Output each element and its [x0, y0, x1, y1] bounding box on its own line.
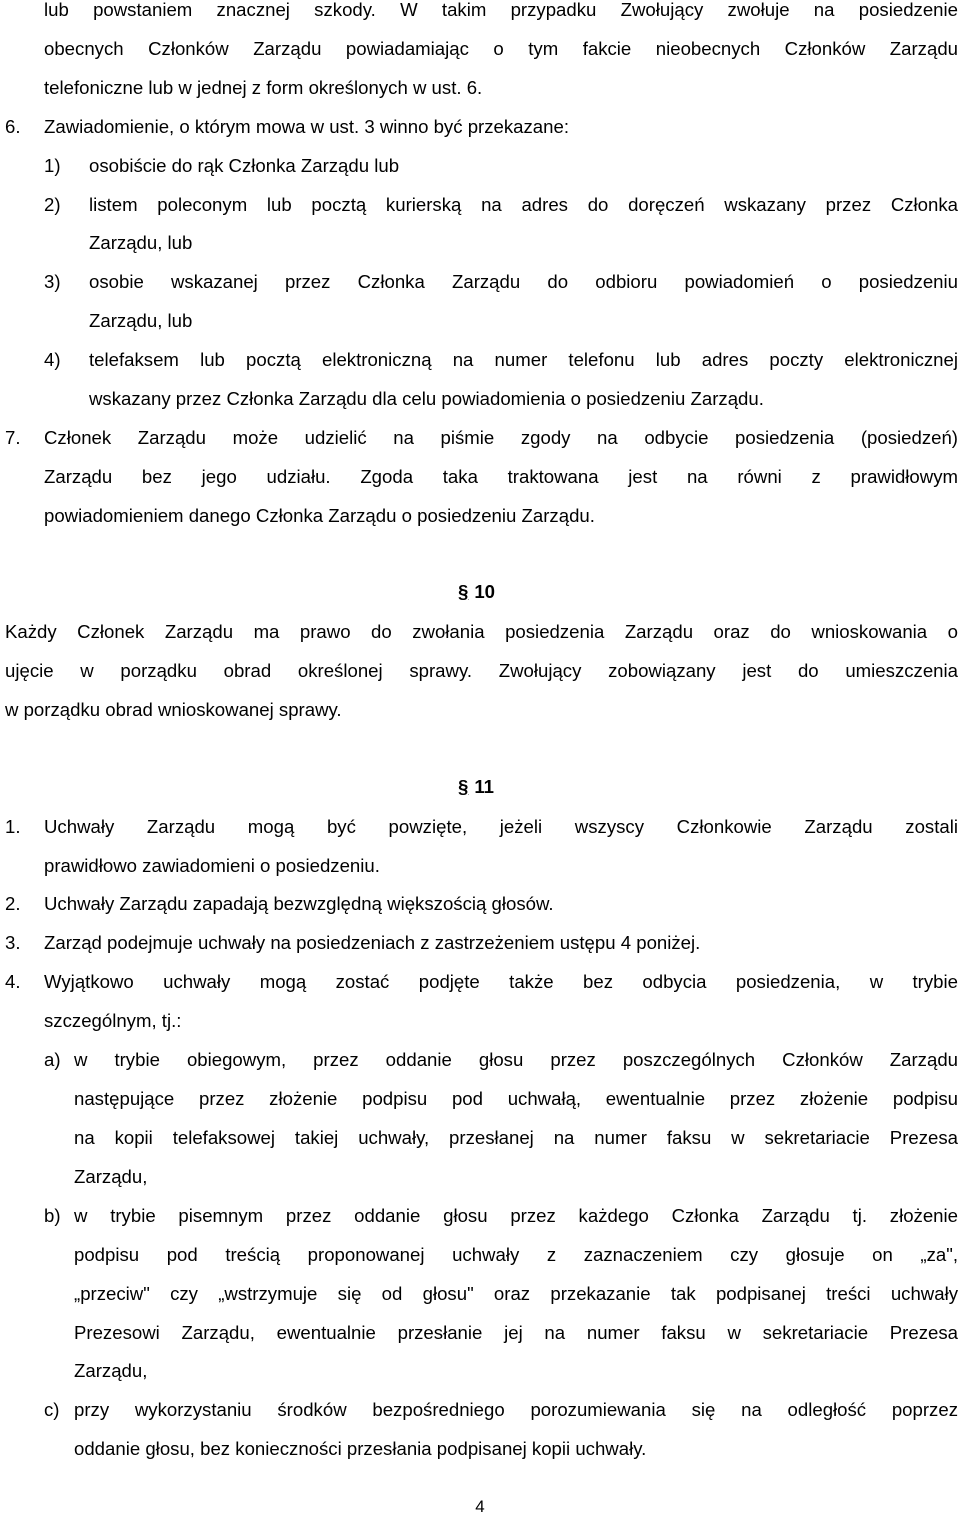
- text-line: telefoniczne lub w jednej z form określonych w ust. 6.: [44, 77, 483, 98]
- list-letter: c): [44, 1399, 60, 1420]
- text-line: Członek Zarządu może udzielić na piśmie zgody na odbycie posiedzenia (posiedzeń): [44, 427, 958, 448]
- list-number: 3.: [5, 932, 21, 953]
- text-line: podpisu pod treścią proponowanej uchwały z zaznaczeniem czy głosuje on „za",: [74, 1244, 958, 1265]
- text-line: w trybie obiegowym, przez oddanie głosu przez poszczególnych Członków Zarządu: [74, 1049, 958, 1070]
- text-line: Prezesowi Zarządu, ewentualnie przesłanie jej na numer faksu w sekretariacie Prezesa: [74, 1322, 958, 1343]
- text-line: szczególnym, tj.:: [44, 1010, 182, 1031]
- text-line: w trybie pisemnym przez oddanie głosu przez każdego Członka Zarządu tj. złożenie: [74, 1205, 958, 1226]
- text-line: ujęcie w porządku obrad określonej sprawy. Zwołujący zobowiązany jest do umieszczenia: [5, 660, 958, 681]
- text-line: Uchwały Zarządu zapadają bezwzględną większością głosów.: [44, 893, 554, 914]
- list-number: 1): [44, 155, 61, 176]
- text-line: na kopii telefaksowej takiej uchwały, przesłanej na numer faksu w sekretariacie Prezesa: [74, 1127, 958, 1148]
- list-number: 3): [44, 271, 61, 292]
- list-number: 7.: [5, 427, 21, 448]
- section-heading: [458, 581, 495, 603]
- list-number: 1.: [5, 816, 21, 837]
- list-letter: b): [44, 1205, 61, 1226]
- text-line: lub powstaniem znacznej szkody. W takim przypadku Zwołujący zwołuje na posiedzenie: [44, 0, 958, 20]
- text-line: przy wykorzystaniu środków bezpośredniego porozumiewania się na odległość poprzez: [74, 1399, 958, 1420]
- text-line: w porządku obrad wnioskowanej sprawy.: [5, 699, 342, 720]
- list-number: 4.: [5, 971, 21, 992]
- text-line: Zarządu bez jego udziału. Zgoda taka traktowana jest na równi z prawidłowym: [44, 466, 958, 487]
- section-number: 11: [474, 776, 494, 797]
- section-number: 10: [474, 581, 496, 602]
- text-line: następujące przez złożenie podpisu pod uchwałą, ewentualnie przez złożenie podpisu: [74, 1088, 958, 1109]
- text-line: oddanie głosu, bez konieczności przesłania podpisanej kopii uchwały.: [74, 1438, 647, 1459]
- page-number: 4: [475, 1497, 485, 1516]
- text-line: Uchwały Zarządu mogą być powzięte, jeżeli wszyscy Członkowie Zarządu zostali: [44, 816, 958, 837]
- list-letter: a): [44, 1049, 61, 1070]
- section-symbol: §: [458, 776, 469, 797]
- list-number: 2.: [5, 893, 21, 914]
- section-symbol: §: [458, 581, 469, 602]
- text-line: obecnych Członków Zarządu powiadamiając o tym fakcie nieobecnych Członków Zarządu: [44, 38, 958, 59]
- text-line: powiadomieniem danego Członka Zarządu o posiedzeniu Zarządu.: [44, 505, 595, 526]
- text-line: telefaksem lub pocztą elektroniczną na numer telefonu lub adres poczty elektronicznej: [89, 349, 958, 370]
- text-line: Wyjątkowo uchwały mogą zostać podjęte także bez odbycia posiedzenia, w trybie: [44, 971, 958, 992]
- text-line: Każdy Członek Zarządu ma prawo do zwołania posiedzenia Zarządu oraz do wnioskowania o: [5, 621, 958, 642]
- text-line: Zarząd podejmuje uchwały na posiedzeniach z zastrzeżeniem ustępu 4 poniżej.: [44, 932, 701, 953]
- text-line: prawidłowo zawiadomieni o posiedzeniu.: [44, 855, 380, 876]
- text-line: Zarządu, lub: [89, 232, 193, 253]
- text-line: „przeciw" czy „wstrzymuje się od głosu" oraz przekazanie tak podpisanej treści uchwały: [74, 1283, 958, 1304]
- text-line: osobiście do rąk Członka Zarządu lub: [89, 155, 400, 176]
- text-line: Zarządu,: [74, 1360, 148, 1381]
- list-number: 6.: [5, 116, 21, 137]
- text-line: Zarządu, lub: [89, 310, 193, 331]
- text-line: osobie wskazanej przez Członka Zarządu do odbioru powiadomień o posiedzeniu: [89, 271, 958, 292]
- text-line: Zawiadomienie, o którym mowa w ust. 3 winno być przekazane:: [44, 116, 569, 137]
- text-line: wskazany przez Członka Zarządu dla celu powiadomienia o posiedzeniu Zarządu.: [89, 388, 764, 409]
- section-heading: [458, 776, 494, 798]
- list-number: 2): [44, 194, 61, 215]
- text-line: Zarządu,: [74, 1166, 148, 1187]
- list-number: 4): [44, 349, 61, 370]
- text-line: listem poleconym lub pocztą kurierską na adres do doręczeń wskazany przez Członka: [89, 194, 958, 215]
